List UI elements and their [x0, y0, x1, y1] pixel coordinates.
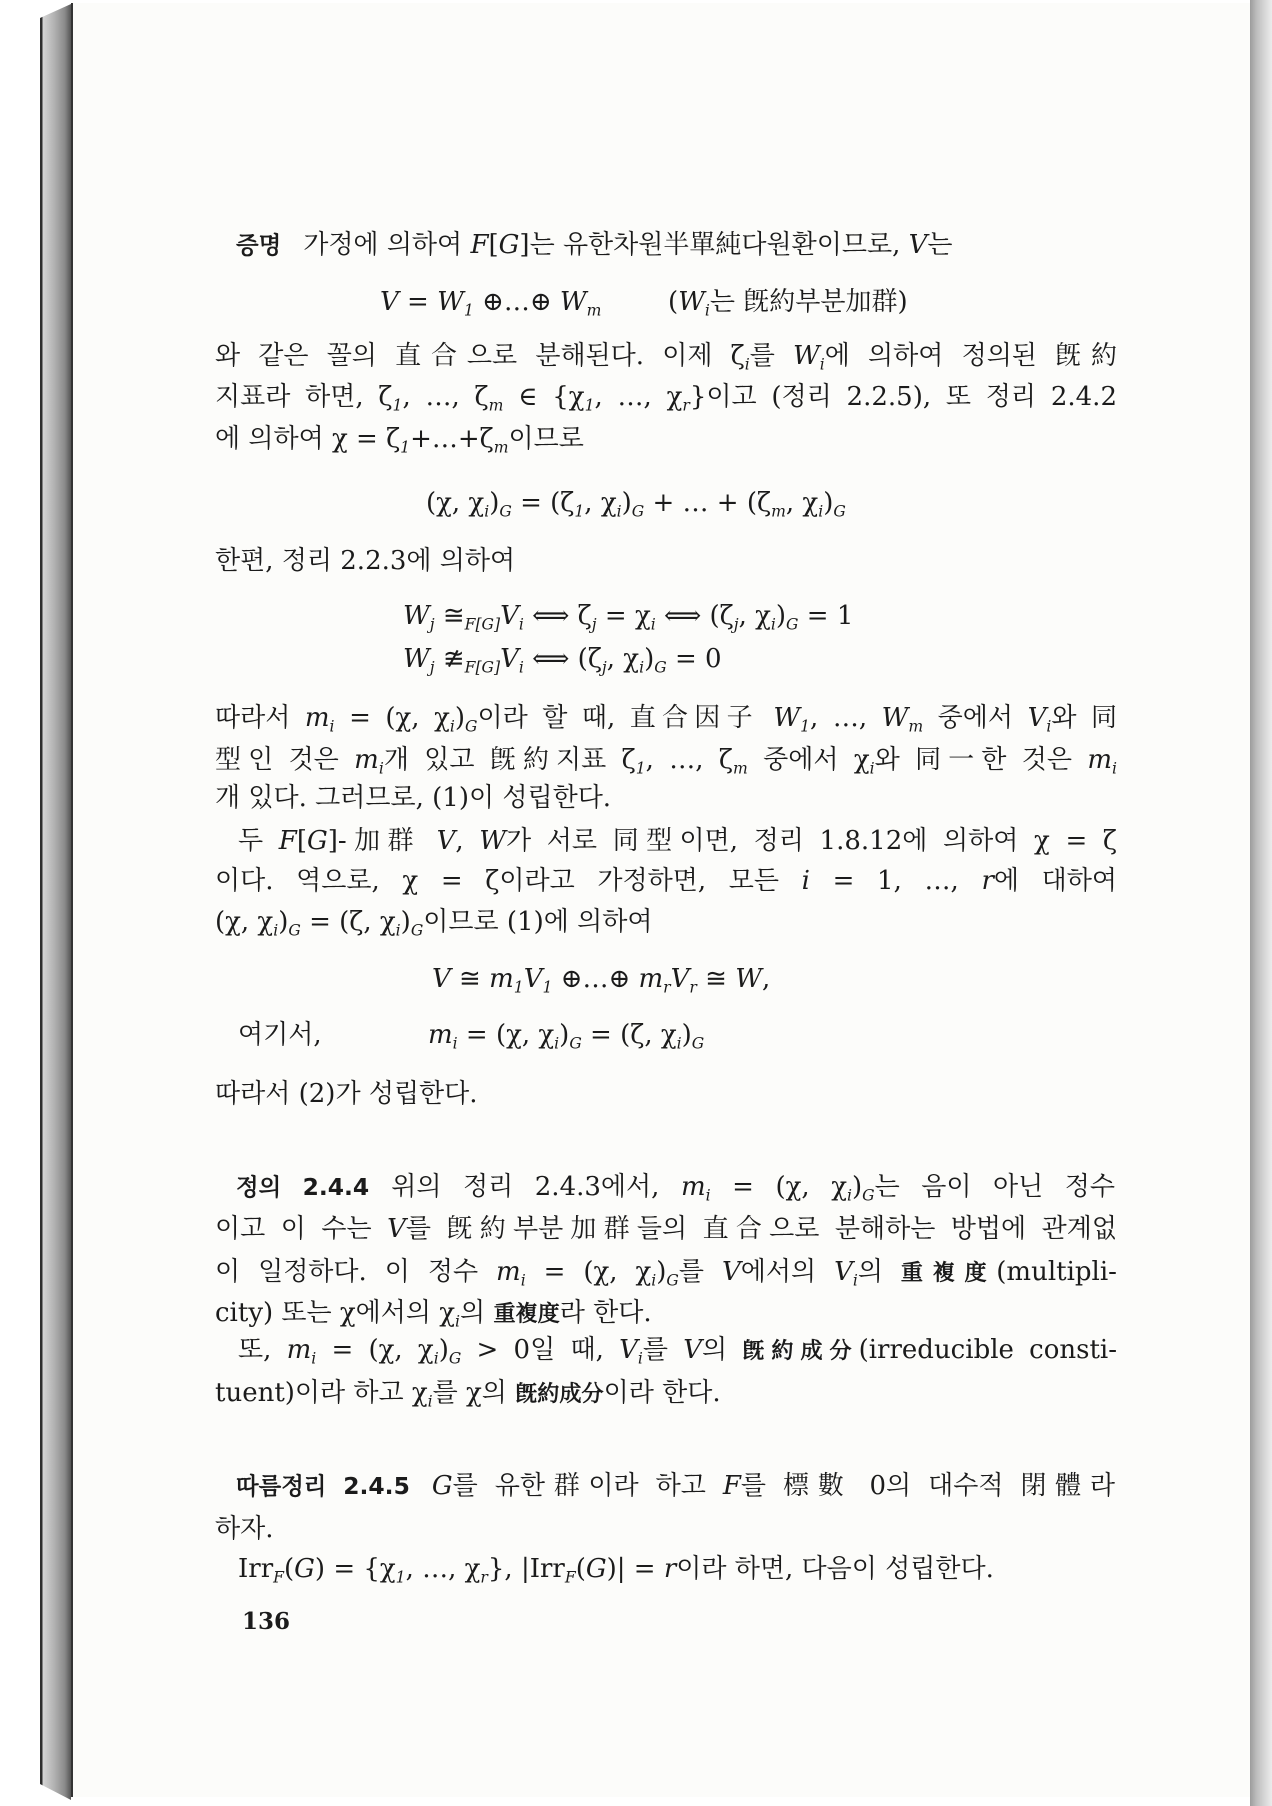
text-run: 따라서 — [215, 703, 305, 733]
text-run: ) — [823, 488, 834, 518]
subscript: G — [833, 502, 846, 521]
subscript: i — [311, 1349, 317, 1368]
math-variable: V — [436, 826, 456, 856]
text-run: 이므로 — [508, 424, 584, 454]
text-run: 를 旣約부분加群들의 直合으로 분해하는 방법에 관계없 — [405, 1214, 1117, 1244]
subscript: i — [449, 717, 455, 736]
text-run: 개 있다. 그러므로, (1)이 성립한다. — [215, 783, 612, 813]
text-run: 이라 하면, 다음이 성립한다. — [676, 1554, 994, 1584]
subscript: i — [650, 615, 656, 634]
subscript: m — [493, 438, 509, 457]
subscript: i — [455, 1312, 461, 1331]
text-run: , …, — [810, 703, 882, 733]
text-run: ) — [278, 907, 289, 937]
text-run: ) — [559, 1020, 570, 1050]
subscript: G — [288, 921, 301, 940]
text-run: ]-加群 — [327, 826, 437, 856]
subscript: m — [771, 502, 786, 521]
math-variable: V — [834, 1257, 853, 1287]
text-run: 를 유한群이라 하고 — [452, 1471, 723, 1501]
text-run: = (χ, χ — [457, 1020, 555, 1050]
subscript: i — [744, 355, 750, 374]
text-run: , …, χ — [405, 1554, 481, 1584]
subscript: 1 — [800, 717, 811, 736]
subscript: G — [410, 921, 424, 940]
math-variable: V — [387, 1214, 406, 1244]
proof-conclusion — [215, 1074, 1095, 1114]
bold-term: 重複度 — [493, 1301, 560, 1327]
math-variable: F — [278, 826, 297, 856]
subscript: i — [520, 1271, 526, 1290]
subscript: G — [654, 658, 667, 677]
math-variable: m — [680, 1172, 706, 1202]
subscript: 1 — [574, 502, 585, 521]
text-run: = (χ, χ — [316, 1335, 434, 1365]
definition-line — [215, 1252, 1117, 1292]
subscript: i — [452, 1034, 458, 1053]
subscript: G — [569, 1034, 582, 1053]
subscript: 1 — [400, 438, 411, 457]
corollary-line — [238, 1549, 1118, 1589]
proof-text-line — [215, 698, 1117, 738]
subscript: i — [378, 759, 384, 778]
subscript: G — [666, 1271, 679, 1290]
non-isomorphism-equation — [403, 639, 722, 679]
module-isomorphism-equation — [432, 959, 770, 999]
subscript: i — [273, 921, 279, 940]
subscript: j — [429, 658, 435, 677]
text-run: , χ — [738, 601, 771, 631]
bold-term: 旣約成分 — [742, 1338, 859, 1364]
text-run: ( — [575, 1554, 586, 1584]
subscript: i — [819, 355, 825, 374]
subscript: i — [852, 1271, 858, 1290]
proof-intro-line — [236, 225, 1116, 265]
text-run: ≅ — [696, 964, 736, 994]
subscript: F[G] — [464, 658, 501, 677]
math-variable: G — [431, 1471, 453, 1501]
proof-text-line — [215, 861, 1117, 901]
text-run: 와 同一한 것은 — [874, 745, 1088, 775]
subscript: G — [465, 717, 478, 736]
math-variable: W — [559, 287, 587, 317]
subscript: j — [591, 615, 597, 634]
subscript: i — [554, 1034, 560, 1053]
text-run: 를 χ의 — [432, 1378, 516, 1408]
text-run: 이라 할 때, 直合因子 — [477, 703, 774, 733]
subscript: m — [586, 301, 602, 320]
text-run: ≇ — [434, 644, 465, 674]
subscript: i — [770, 615, 776, 634]
math-variable: r — [981, 866, 994, 896]
text-run: 위의 정리 2.4.3에서, — [391, 1172, 681, 1202]
subscript: m — [908, 717, 924, 736]
subscript: 1 — [584, 396, 595, 415]
subscript: j — [601, 658, 607, 677]
text-run: ⟺ ζ — [523, 601, 592, 631]
definition-line — [238, 1330, 1117, 1370]
math-variable: m — [304, 703, 330, 733]
math-variable: V — [721, 1257, 741, 1287]
text-run: [ — [488, 230, 499, 260]
proof-text-line — [238, 821, 1117, 861]
text-run: )| = — [606, 1554, 664, 1584]
definition-line — [215, 1293, 1095, 1333]
text-run: , — [455, 826, 480, 856]
proof-text-line — [215, 902, 1095, 942]
subscript: j — [733, 615, 739, 634]
subscript: F[G] — [464, 615, 501, 634]
text-run: 에 의하여 χ = ζ — [215, 424, 401, 454]
text-run: = (ζ, χ — [300, 907, 396, 937]
text-run: ) — [454, 703, 465, 733]
proof-text-line — [215, 419, 1095, 459]
subscript: i — [433, 1349, 439, 1368]
text-run: 라 한다. — [559, 1298, 652, 1328]
text-run: 를 — [642, 1335, 684, 1365]
math-variable: m — [496, 1257, 521, 1287]
text-run: , …, ζ — [645, 745, 733, 775]
math-variable: G — [294, 1554, 315, 1584]
math-variable: W — [437, 287, 464, 317]
direct-sum-equation — [380, 282, 601, 322]
text-run: , χ — [584, 488, 617, 518]
math-variable: V — [619, 1335, 638, 1365]
text-run: ) = {χ — [314, 1554, 396, 1584]
direct-sum-note — [668, 282, 908, 322]
math-variable: m — [489, 964, 514, 994]
math-variable: V — [670, 964, 690, 994]
text-run: (multipli- — [996, 1257, 1117, 1287]
subscript: G — [448, 1349, 462, 1368]
math-variable: W — [773, 703, 801, 733]
math-variable: G — [306, 826, 328, 856]
text-run: 에 대하여 — [993, 866, 1117, 896]
section-heading: 정의 2.4.4 — [236, 1173, 370, 1201]
text-run: (χ, χ — [215, 907, 274, 937]
subscript: i — [395, 921, 401, 940]
text-run: }이고 (정리 2.2.5), 또 정리 2.4.2 — [689, 382, 1117, 412]
math-variable: G — [498, 230, 520, 260]
text-run: ≅ — [450, 964, 490, 994]
page-number: 136 — [242, 1608, 291, 1635]
text-run: Irr — [238, 1554, 274, 1584]
subscript: i — [818, 502, 824, 521]
subscript: G — [499, 502, 512, 521]
math-variable: m — [286, 1335, 312, 1365]
subscript: 1 — [542, 978, 553, 997]
text-run: ∈ {χ — [503, 382, 585, 412]
text-run: = (χ, χ — [334, 703, 450, 733]
subscript: G — [691, 1034, 705, 1053]
subscript: j — [429, 615, 435, 634]
subscript: r — [480, 1568, 488, 1587]
text-run: , χ — [606, 644, 640, 674]
math-variable: W — [479, 826, 507, 856]
math-variable: V — [380, 287, 399, 317]
subscript: m — [733, 759, 748, 778]
text-run: (irreducible consti- — [858, 1335, 1117, 1365]
text-run: ]는 유한차원半單純다원환이므로, — [519, 230, 909, 260]
subscript: G — [786, 615, 799, 634]
subscript: i — [639, 658, 645, 677]
text-run: ⟺ (ζ — [523, 644, 602, 674]
where-label: 여기서, — [238, 1020, 322, 1050]
text-run: 型인 것은 — [215, 745, 355, 775]
text-run: 를 — [749, 341, 794, 371]
text-run: ) — [656, 1257, 667, 1287]
text-run: 두 — [238, 826, 279, 856]
subscript: i — [869, 759, 875, 778]
text-run: = (ζ — [511, 488, 575, 518]
text-run: 한편, 정리 2.2.3에 의하여 — [215, 546, 516, 576]
subscript: 1 — [395, 1568, 406, 1587]
text-run: tuent)이라 하고 χ — [215, 1378, 428, 1408]
text-run: 를 標數 0의 대수적 閉體라 — [740, 1471, 1115, 1501]
subscript: i — [616, 502, 622, 521]
subscript: i — [846, 1186, 852, 1205]
math-variable: V — [683, 1335, 702, 1365]
text-run: 이고 이 수는 — [215, 1214, 388, 1244]
text-run: = 1, …, — [809, 866, 982, 896]
text-run: ) — [489, 488, 500, 518]
subscript: i — [427, 1392, 433, 1411]
math-variable: W — [793, 341, 820, 371]
text-run: [ — [296, 826, 307, 856]
text-run: , …, χ — [594, 382, 683, 412]
text-run: > 0일 때, — [461, 1335, 620, 1365]
text-run: ) — [644, 644, 655, 674]
subscript: 1 — [392, 396, 403, 415]
math-variable: W — [735, 964, 762, 994]
text-run: 가정에 의하여 — [303, 230, 471, 260]
math-variable: V — [500, 601, 519, 631]
section-heading: 따름정리 2.4.5 — [236, 1472, 410, 1500]
text-run: = (χ, χ — [525, 1257, 652, 1287]
text-run: 또, — [238, 1335, 287, 1365]
text-run: 가 서로 同型이면, 정리 1.8.12에 의하여 χ = ζ — [506, 826, 1117, 856]
math-variable: W — [678, 287, 705, 317]
text-run: = χ — [596, 601, 651, 631]
text-run: ⟺ (ζ — [655, 601, 734, 631]
subscript: m — [488, 396, 504, 415]
subscript: i — [676, 1034, 682, 1053]
text-run: ) — [851, 1172, 863, 1202]
math-variable: V — [500, 644, 519, 674]
text-run: city) 또는 χ에서의 χ — [215, 1298, 456, 1328]
proof-text-line — [215, 377, 1117, 417]
subscript: r — [689, 978, 697, 997]
text-run: 중에서 χ — [747, 745, 870, 775]
definition-line — [215, 1209, 1117, 1249]
subscript: r — [682, 396, 690, 415]
text-run: , — [761, 964, 771, 994]
bold-term: 重複度 — [900, 1260, 997, 1286]
isomorphism-equation — [403, 596, 853, 636]
text-run: = — [398, 287, 438, 317]
text-run: ≅ — [434, 601, 465, 631]
subscript: 1 — [513, 978, 524, 997]
subscript: i — [518, 615, 524, 634]
text-run: 를 — [678, 1257, 722, 1287]
subscript: 1 — [635, 759, 646, 778]
text-run: ) — [400, 907, 411, 937]
text-run: ( — [283, 1554, 295, 1584]
text-run: = 0 — [666, 644, 722, 674]
math-variable: m — [354, 745, 379, 775]
text-run: 의 — [857, 1257, 901, 1287]
subscript: i — [637, 1349, 643, 1368]
definition-line — [236, 1167, 1115, 1207]
subscript: i — [705, 1186, 711, 1205]
math-variable: W — [403, 601, 430, 631]
math-variable: m — [428, 1020, 453, 1050]
math-variable: V — [523, 964, 543, 994]
text-run: ) — [775, 601, 787, 631]
subscript: i — [518, 658, 524, 677]
text-run: 에서의 — [740, 1257, 835, 1287]
math-variable: W — [881, 703, 909, 733]
text-run: 이다. 역으로, χ = ζ이라고 가정하면, 모든 — [215, 866, 802, 896]
subscript: G — [631, 502, 645, 521]
subscript: i — [1112, 759, 1117, 778]
subscript: i — [651, 1271, 657, 1290]
bold-term: 旣約成分 — [515, 1381, 604, 1407]
subscript: i — [1046, 717, 1052, 736]
subscript: F — [273, 1568, 284, 1587]
text-run: (χ, χ — [426, 488, 485, 518]
text-run: 에 의하여 정의된 旣約 — [824, 341, 1117, 371]
definition-line — [215, 1373, 1095, 1413]
inner-product-equation — [426, 483, 846, 523]
text-run: 이 일정하다. 이 정수 — [215, 1257, 497, 1287]
text-run: = (χ, χ — [710, 1172, 847, 1202]
text-run: 는 음이 아닌 정수 — [874, 1172, 1115, 1202]
text-run: , χ — [785, 488, 819, 518]
proof-text-line — [215, 740, 1117, 780]
text-run: ) — [681, 1020, 692, 1050]
math-variable: V — [908, 230, 928, 260]
math-variable: V — [432, 964, 451, 994]
math-variable: F — [470, 230, 489, 260]
subscript: i — [484, 502, 490, 521]
text-run: ( — [668, 287, 679, 317]
corollary-line — [215, 1509, 1095, 1549]
text-run: 이므로 (1)에 의하여 — [423, 907, 653, 937]
text-run: ) — [621, 488, 632, 518]
subscript: G — [862, 1186, 875, 1205]
math-variable: F — [722, 1471, 741, 1501]
math-variable: r — [663, 1554, 677, 1584]
subscript: F — [564, 1568, 576, 1587]
multiplicity-equation — [428, 1015, 704, 1055]
text-run: }, |Irr — [487, 1554, 565, 1584]
text-run: ) — [438, 1335, 449, 1365]
text-run: 는 旣約부분加群) — [709, 287, 908, 317]
text-run: 는 — [927, 230, 953, 260]
text-run: 하자. — [215, 1514, 274, 1544]
text-run: +…+ζ — [410, 424, 494, 454]
proof-text-line — [215, 336, 1117, 376]
text-run: 지표라 하면, ζ — [215, 382, 393, 412]
section-heading: 증명 — [236, 231, 282, 259]
text-run: = (ζ, χ — [581, 1020, 677, 1050]
proof-text-line — [215, 541, 1095, 581]
text-run: = 1 — [798, 601, 854, 631]
math-variable: i — [801, 866, 810, 896]
text-run: ⊕…⊕ — [473, 287, 560, 317]
subscript: 1 — [463, 301, 474, 320]
text-run: + … + (ζ — [644, 488, 772, 518]
text-run: , …, ζ — [402, 382, 489, 412]
math-variable: G — [585, 1554, 607, 1584]
text-run: 의 — [460, 1298, 494, 1328]
subscript: i — [704, 301, 710, 320]
math-variable: W — [403, 644, 430, 674]
subscript: r — [663, 978, 671, 997]
subscript: i — [329, 717, 335, 736]
text-run: 와 같은 꼴의 直合으로 분해된다. 이제 ζ — [215, 341, 745, 371]
text-run: ⊕…⊕ — [552, 964, 639, 994]
text-run: 의 — [701, 1335, 743, 1365]
proof-text-line — [215, 778, 1095, 818]
text-run: 따라서 (2)가 성립한다. — [215, 1079, 478, 1109]
text-run: 이라 한다. — [603, 1378, 721, 1408]
text-run: 개 있고 旣約지표 ζ — [383, 745, 636, 775]
math-variable: m — [638, 964, 664, 994]
math-variable: m — [1087, 745, 1112, 775]
math-variable: V — [1027, 703, 1047, 733]
corollary-line — [236, 1466, 1115, 1506]
text-run: 와 同 — [1051, 703, 1117, 733]
text-run: 중에서 — [923, 703, 1028, 733]
